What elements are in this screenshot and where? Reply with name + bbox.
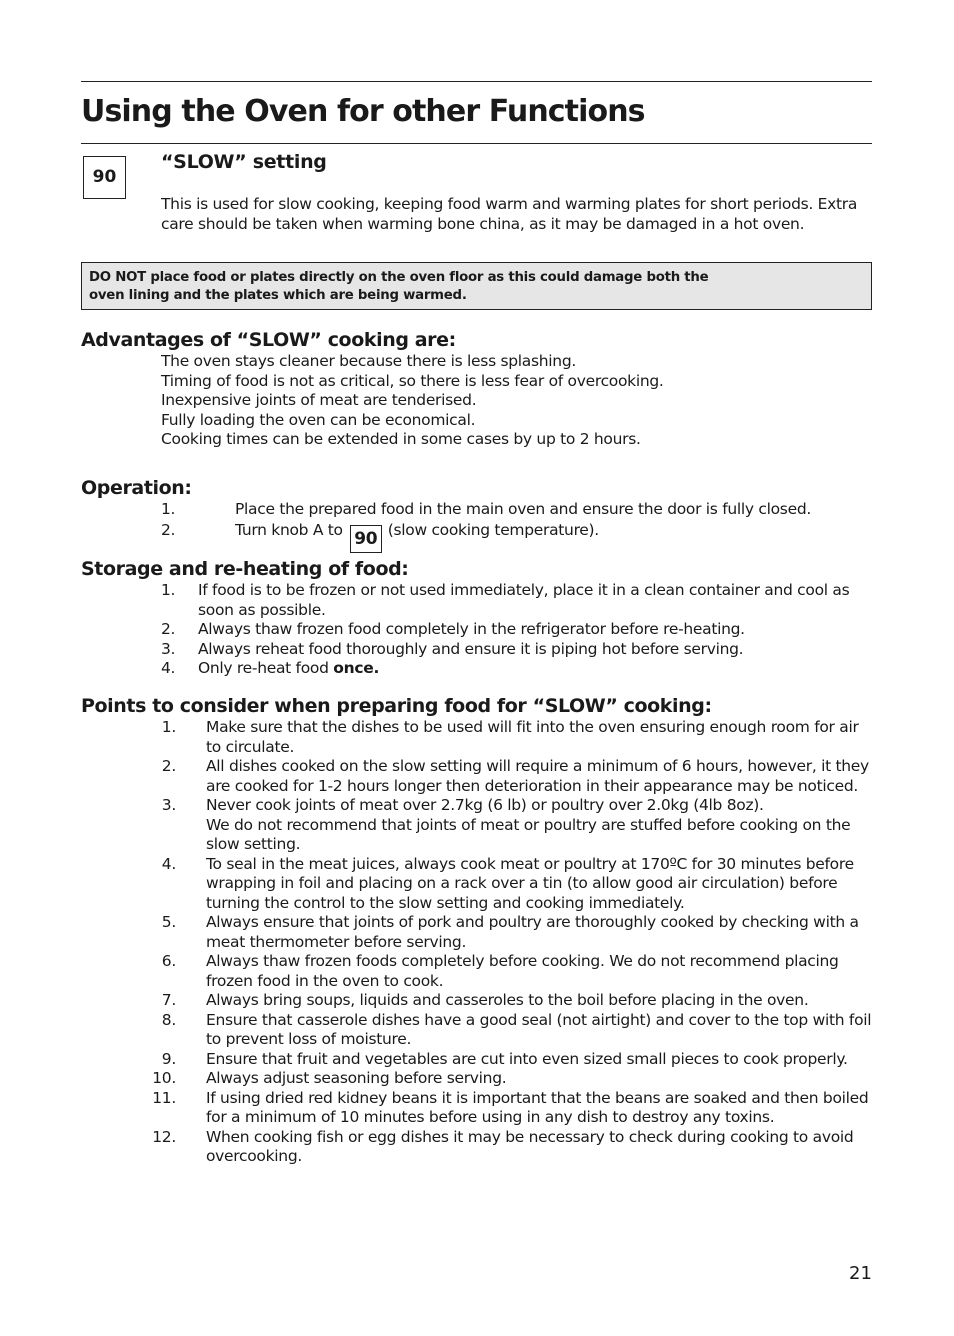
item-text: Ensure that casserole dishes have a good seal (not airtight) and cover to the top with foil to prevent loss of moisture. <box>206 1010 872 1048</box>
list-item <box>140 913 872 952</box>
points-list <box>140 718 872 1167</box>
list-item <box>161 581 872 620</box>
top-rule <box>81 81 872 82</box>
item-text: Ensure that fruit and vegetables are cut into even sized small pieces to cook properly. <box>206 1049 848 1068</box>
list-item <box>161 500 872 520</box>
storage-list <box>161 581 872 679</box>
advantages-heading: Advantages of “SLOW” cooking are: <box>81 329 456 351</box>
item-text: Always thaw frozen foods completely before cooking. We do not recommend placing frozen food in the oven to cook. <box>206 952 839 990</box>
slow-temperature-symbol: 90 <box>350 525 382 553</box>
item-number: 11. <box>152 1088 176 1107</box>
list-item <box>140 757 872 796</box>
item-text: Never cook joints of meat over 2.7kg (6 lb) or poultry over 2.0kg (4lb 8oz). <box>206 796 764 814</box>
item-text: Only re-heat food <box>198 659 329 677</box>
list-item <box>140 1128 872 1167</box>
list-item <box>161 640 872 660</box>
item-number: 5. <box>161 913 176 931</box>
item-number: 2. <box>161 757 176 775</box>
item-number: 2. <box>161 520 176 539</box>
item-text: Always reheat food thoroughly and ensure it is piping hot before serving. <box>198 639 744 658</box>
item-text: Turn knob A to <box>235 520 343 539</box>
item-number: 3. <box>161 796 176 814</box>
list-item <box>140 1089 872 1128</box>
item-text: Always adjust seasoning before serving. <box>206 1069 507 1087</box>
list-item <box>161 659 872 679</box>
title-underline <box>81 143 872 144</box>
list-item <box>140 1011 872 1050</box>
item-text: Make sure that the dishes to be used will fit into the oven ensuring enough room for air to circulate. <box>206 718 859 756</box>
item-number: 4. <box>161 854 176 873</box>
operation-list <box>161 500 872 553</box>
list-item <box>161 521 872 553</box>
item-text: If using dried red kidney beans it is important that the beans are soaked and then boiled for a minimum of 10 minutes before using in any dish to destroy any toxins. <box>206 1088 869 1126</box>
item-text: Always thaw frozen food completely in the refrigerator before re-heating. <box>198 620 745 638</box>
item-text: When cooking fish or egg dishes it may be necessary to check during cooking to avoid overcooking. <box>206 1127 854 1165</box>
item-text-continued: We do not recommend that joints of meat or poultry are stuffed before cooking on the slow setting. <box>206 815 851 853</box>
list-item <box>140 991 872 1011</box>
list-item <box>140 855 872 914</box>
list-item: Inexpensive joints of meat are tenderised. <box>161 391 477 409</box>
item-number: 3. <box>161 639 176 658</box>
item-text: Place the prepared food in the main oven and ensure the door is fully closed. <box>235 500 811 518</box>
item-text: If food is to be frozen or not used immediately, place it in a clean container and cool as soon as possible. <box>198 581 850 619</box>
item-number: 12. <box>152 1127 176 1146</box>
points-heading: Points to consider when preparing food for “SLOW” cooking: <box>81 695 712 717</box>
item-text: To seal in the meat juices, always cook meat or poultry at 170ºC for 30 minutes before wrapping in foil and placing on a rack over a tin (to allow good air circulation) before turning the control to the slow setting and cooking immediately. <box>206 854 854 912</box>
slow-setting-symbol: 90 <box>83 156 126 199</box>
item-number: 6. <box>161 952 176 970</box>
item-number: 7. <box>161 991 176 1009</box>
item-text: Always ensure that joints of pork and poultry are thoroughly cooked by checking with a meat thermometer before serving. <box>206 913 859 951</box>
list-item: The oven stays cleaner because there is less splashing. <box>161 352 576 370</box>
warning-box <box>81 262 872 310</box>
list-item <box>140 718 872 757</box>
list-item <box>140 796 872 855</box>
list-item <box>140 952 872 991</box>
slow-setting-heading: “SLOW” setting <box>161 151 327 173</box>
item-number: 2. <box>161 620 176 638</box>
item-text-suffix: (slow cooking temperature). <box>387 520 599 539</box>
warning-line-2: oven lining and the plates which are being warmed. <box>89 287 467 303</box>
storage-heading: Storage and re-heating of food: <box>81 558 409 580</box>
list-item: Fully loading the oven can be economical. <box>161 410 476 429</box>
item-number: 1. <box>161 500 176 518</box>
list-item <box>140 1050 872 1070</box>
item-number: 1. <box>161 718 176 736</box>
list-item: Cooking times can be extended in some cases by up to 2 hours. <box>161 430 641 448</box>
operation-heading: Operation: <box>81 477 192 499</box>
advantages-list <box>161 352 664 450</box>
item-number: 4. <box>161 659 176 677</box>
list-item <box>140 1069 872 1089</box>
slow-setting-intro: This is used for slow cooking, keeping food warm and warming plates for short periods. Extra care should be taken when warming bone china, as it may be damaged in a hot oven. <box>161 195 858 233</box>
page-title: Using the Oven for other Functions <box>81 94 645 129</box>
list-item <box>161 620 872 640</box>
warning-line-1: DO NOT place food or plates directly on the oven floor as this could damage both the <box>89 270 709 285</box>
item-number: 9. <box>161 1049 176 1068</box>
page-number: 21 <box>849 1263 872 1284</box>
list-item: Timing of food is not as critical, so there is less fear of overcooking. <box>161 371 664 390</box>
item-number: 10. <box>152 1069 176 1087</box>
item-text: Always bring soups, liquids and casseroles to the boil before placing in the oven. <box>206 991 809 1009</box>
item-text: All dishes cooked on the slow setting will require a minimum of 6 hours, however, it they are cooked for 1-2 hours longer then deterioration in their appearance may be noticed. <box>206 757 869 795</box>
item-number: 8. <box>161 1010 176 1029</box>
item-number: 1. <box>161 581 176 599</box>
item-text-emphasis: once. <box>333 659 380 677</box>
